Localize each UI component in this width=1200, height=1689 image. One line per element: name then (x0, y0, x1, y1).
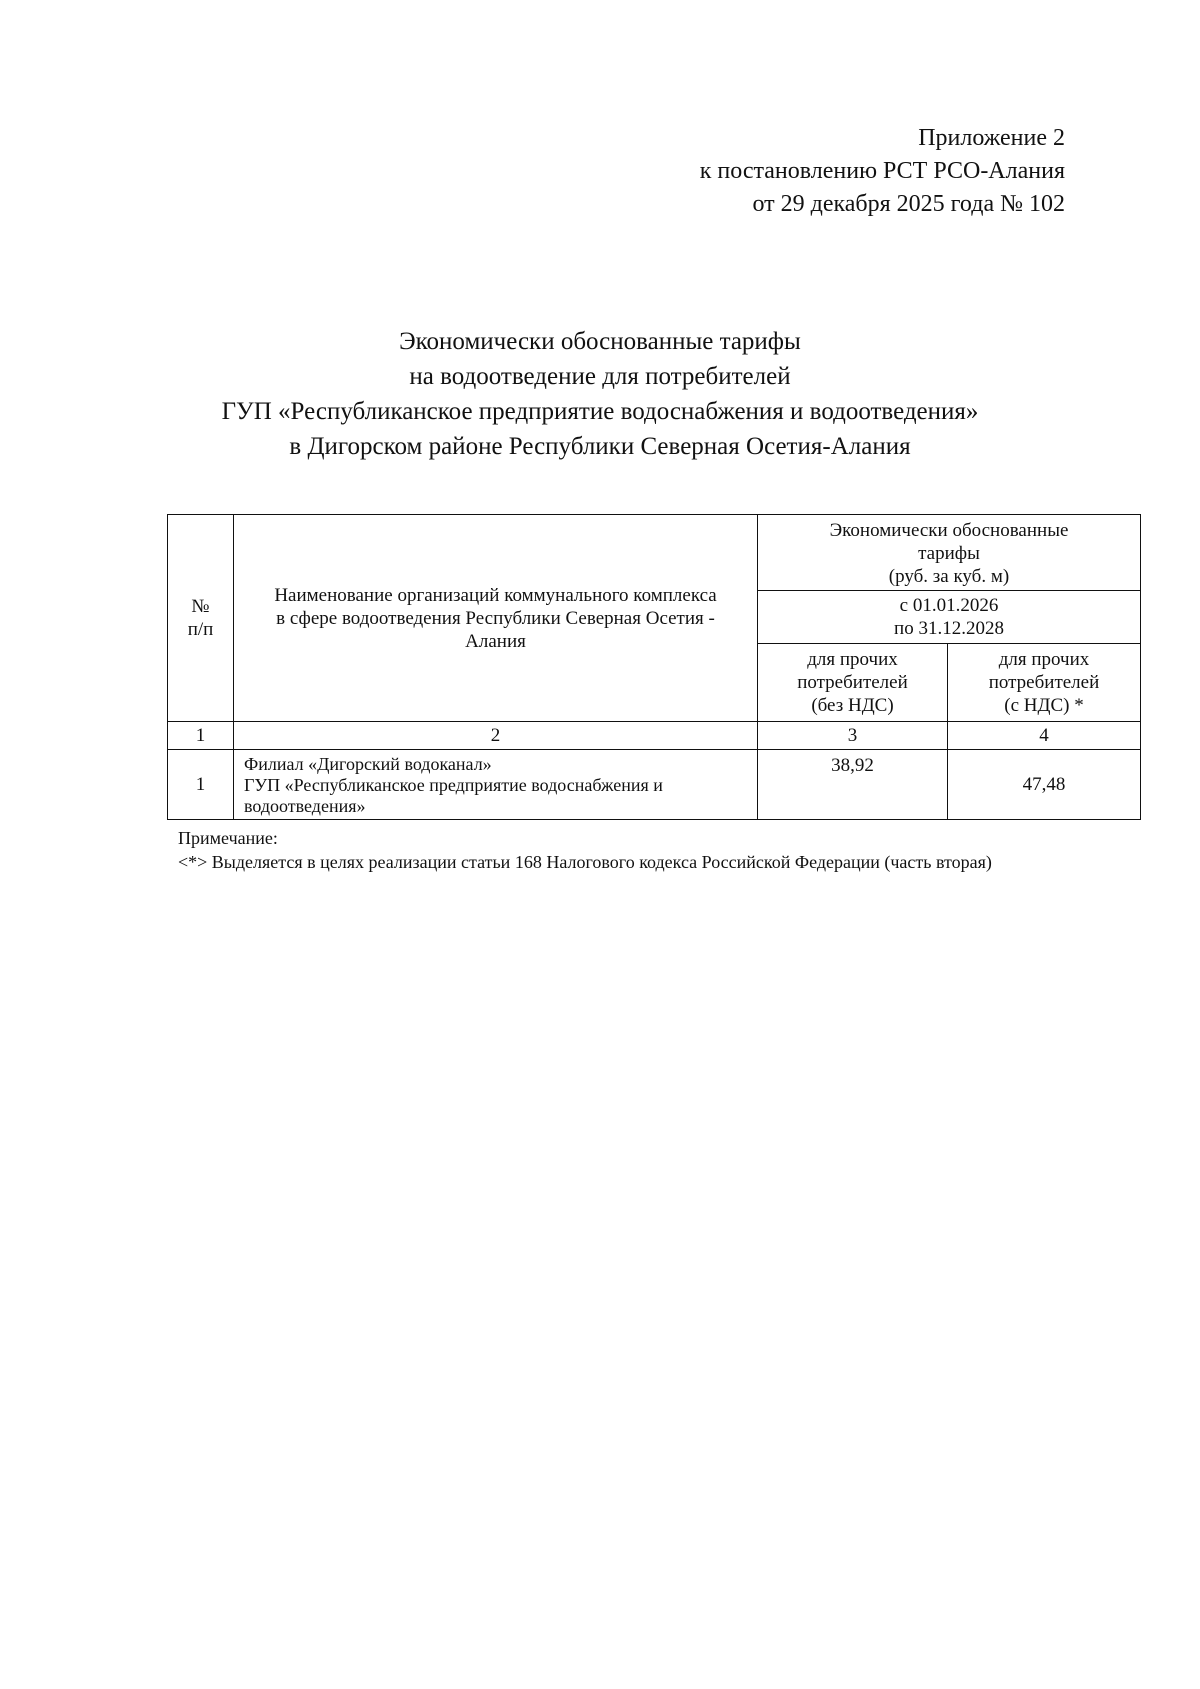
document-title (0, 324, 1200, 464)
header-tariffs-cell (758, 515, 1141, 591)
tariff-table (167, 514, 1141, 820)
row-tariff-without-vat: 38,92 (758, 750, 948, 820)
column-number-3: 3 (758, 722, 948, 750)
notes-label: Примечание: (178, 828, 278, 848)
header-col3-line-1: для прочих (807, 649, 898, 670)
header-period-cell (758, 591, 1141, 644)
header-col4-cell (948, 644, 1141, 722)
header-col4-line-3: (с НДС) * (1004, 695, 1084, 716)
header-col3-line-3: (без НДС) (811, 695, 894, 716)
title-line-2: на водоотведение для потребителей (409, 363, 791, 390)
header-tariffs-units: (руб. за куб. м) (888, 566, 1010, 587)
header-tariffs-line-2: тарифы (918, 543, 980, 564)
header-col4-line-1: для прочих (998, 649, 1090, 670)
header-tariffs-line-1: Экономически обоснованные (829, 520, 1069, 541)
column-number-4: 4 (948, 722, 1141, 750)
appendix-date-number: от 29 декабря 2025 года № 102 (752, 191, 1065, 217)
appendix-number: Приложение 2 (918, 125, 1065, 151)
appendix-block (700, 122, 1065, 221)
header-number-abbr: п/п (187, 619, 214, 640)
header-number-cell (168, 515, 234, 722)
table-row (168, 750, 1141, 820)
appendix-resolution-ref: к постановлению РСТ РСО-Алания (699, 158, 1065, 184)
notes-text: <*> Выделяется в целях реализации статьи 168 Налогового кодекса Российской Федерации (часть вторая) (178, 852, 992, 872)
row-tariff-with-vat: 47,48 (948, 750, 1141, 820)
row-number: 1 (168, 750, 234, 820)
notes-block (178, 826, 992, 874)
header-period-end: по 31.12.2028 (894, 618, 1004, 639)
header-name-cell: Наименование организаций коммунального комплекса в сфере водоотведения Республики Северная Осетия - Алания (234, 515, 758, 722)
title-line-1: Экономически обоснованные тарифы (399, 328, 801, 355)
header-col3-line-2: потребителей (797, 672, 908, 693)
row-organization-line-3: водоотведения» (244, 796, 366, 816)
header-period-start: с 01.01.2026 (899, 595, 999, 616)
row-organization-name (234, 750, 758, 820)
column-number-1: 1 (168, 722, 234, 750)
title-line-4: в Дигорском районе Республики Северная Осетия-Алания (289, 433, 911, 460)
column-number-row (168, 722, 1141, 750)
row-organization-line-2: ГУП «Республиканское предприятие водоснабжения и (244, 775, 663, 795)
column-number-2: 2 (234, 722, 758, 750)
row-organization-line-1: Филиал «Дигорский водоканал» (244, 754, 492, 774)
header-col4-line-2: потребителей (988, 672, 1100, 693)
header-col3-cell (758, 644, 948, 722)
header-number-sign: № (191, 596, 210, 617)
title-line-3: ГУП «Республиканское предприятие водоснабжения и водоотведения» (221, 398, 979, 425)
header-row-1 (168, 515, 1141, 591)
